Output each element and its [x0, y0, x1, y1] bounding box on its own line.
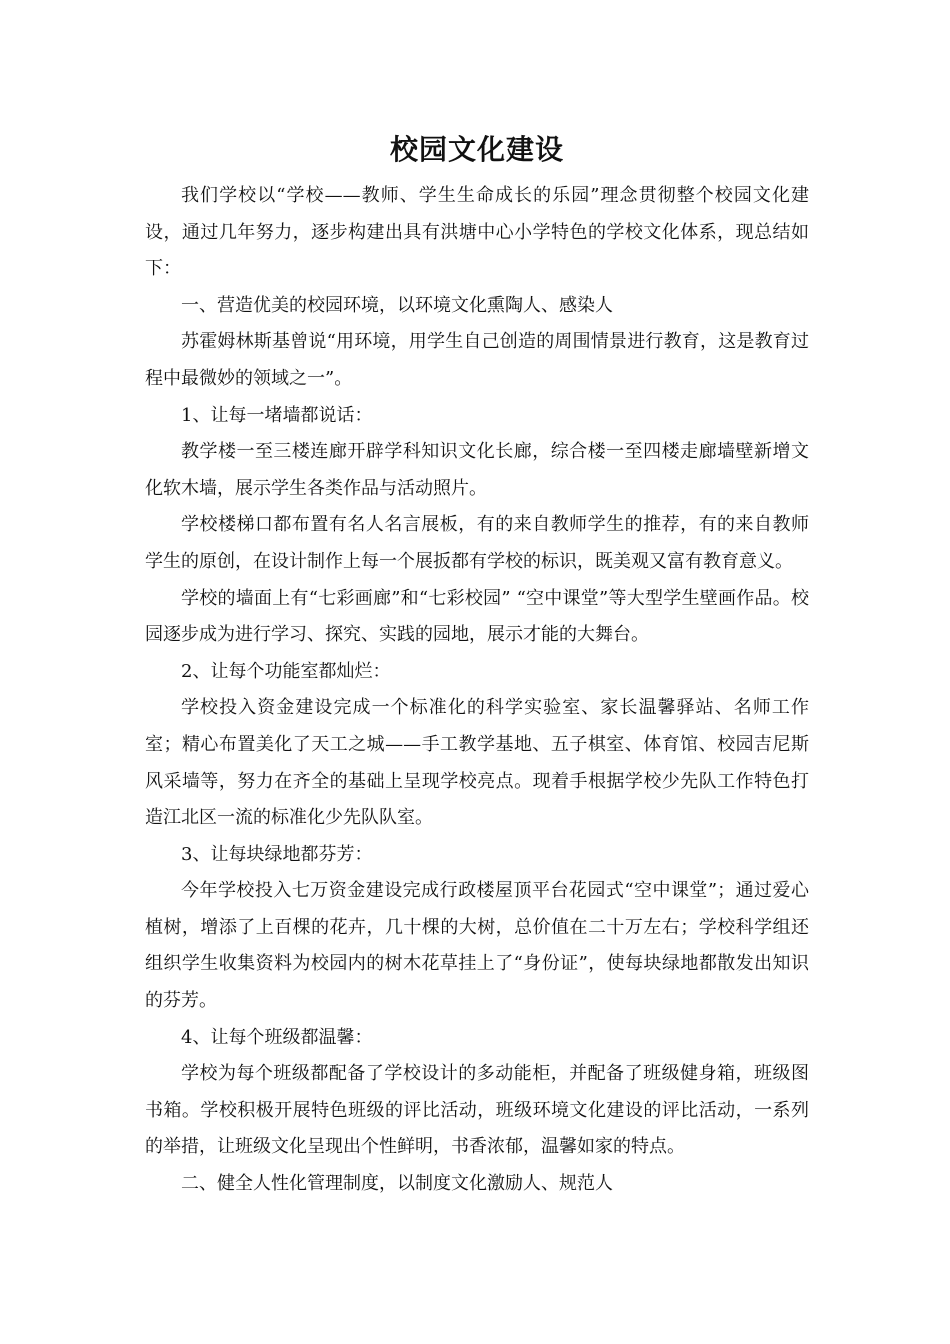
function-rooms-paragraph: 学校投入资金建设完成一个标准化的科学实验室、家长温馨驿站、名师工作室；精心布置美化了天工之城——手工教学基地、五子棋室、体育馆、校园吉尼斯风采墙等，努力在齐全的基础上呈现学校亮点。现着手根据学校少先队工作特色打造江北区一流的标准化少先队队室。 [145, 697, 809, 829]
walls-paragraph-2: 学校楼梯口都布置有名人名言展板，有的来自教师学生的推荐，有的来自教师学生的原创，在设计制作上每一个展扳都有学校的标识，既美观又富有教育意义。 [145, 514, 809, 572]
subheading-classrooms: 4、让每个班级都温馨： [181, 1026, 373, 1048]
walls-paragraph-1: 教学楼一至三楼连廊开辟学科知识文化长廊，综合楼一至四楼走廊墙壁新增文化软木墙，展示学生各类作品与活动照片。 [145, 441, 809, 499]
document-title: 校园文化建设 [389, 133, 564, 166]
quote-paragraph: 苏霍姆林斯基曾说“用环境，用学生自己创造的周围情景进行教育，这是教育过程中最微妙的领域之一”。 [145, 331, 809, 389]
section-heading-2: 二、健全人性化管理制度，以制度文化激励人、规范人 [181, 1173, 613, 1195]
green-space-paragraph: 今年学校投入七万资金建设完成行政楼屋顶平台花园式“空中课堂”；通过爱心植树，增添了上百棵的花卉，几十棵的大树，总价值在二十万左右；学校科学组还组织学生收集资料为校园内的树木花草挂上了“身份证”，使每块绿地都散发出知识的芬芳。 [145, 880, 809, 1012]
subheading-green-space: 3、让每块绿地都芬芳： [181, 843, 373, 865]
subheading-walls: 1、让每一堵墙都说话： [181, 404, 373, 426]
section-heading-1: 一、营造优美的校园环境，以环境文化熏陶人、感染人 [181, 294, 613, 316]
intro-paragraph: 我们学校以“学校——教师、学生生命成长的乐园”理念贯彻整个校园文化建设，通过几年努力，逐步构建出具有洪塘中心小学特色的学校文化体系，现总结如下： [145, 185, 809, 280]
walls-paragraph-3: 学校的墙面上有“七彩画廊”和“七彩校园” “空中课堂”等大型学生壁画作品。校园逐步成为进行学习、探究、实践的园地，展示才能的大舞台。 [145, 587, 809, 646]
classrooms-paragraph: 学校为每个班级都配备了学校设计的多动能柜，并配备了班级健身箱，班级图书箱。学校积极开展特色班级的评比活动，班级环境文化建设的评比活动，一系列的举措，让班级文化呈现出个性鲜明，书香浓郁，温馨如家的特点。 [145, 1063, 809, 1158]
document-body [145, 128, 809, 1203]
subheading-function-rooms: 2、让每个功能室都灿烂： [181, 660, 391, 682]
